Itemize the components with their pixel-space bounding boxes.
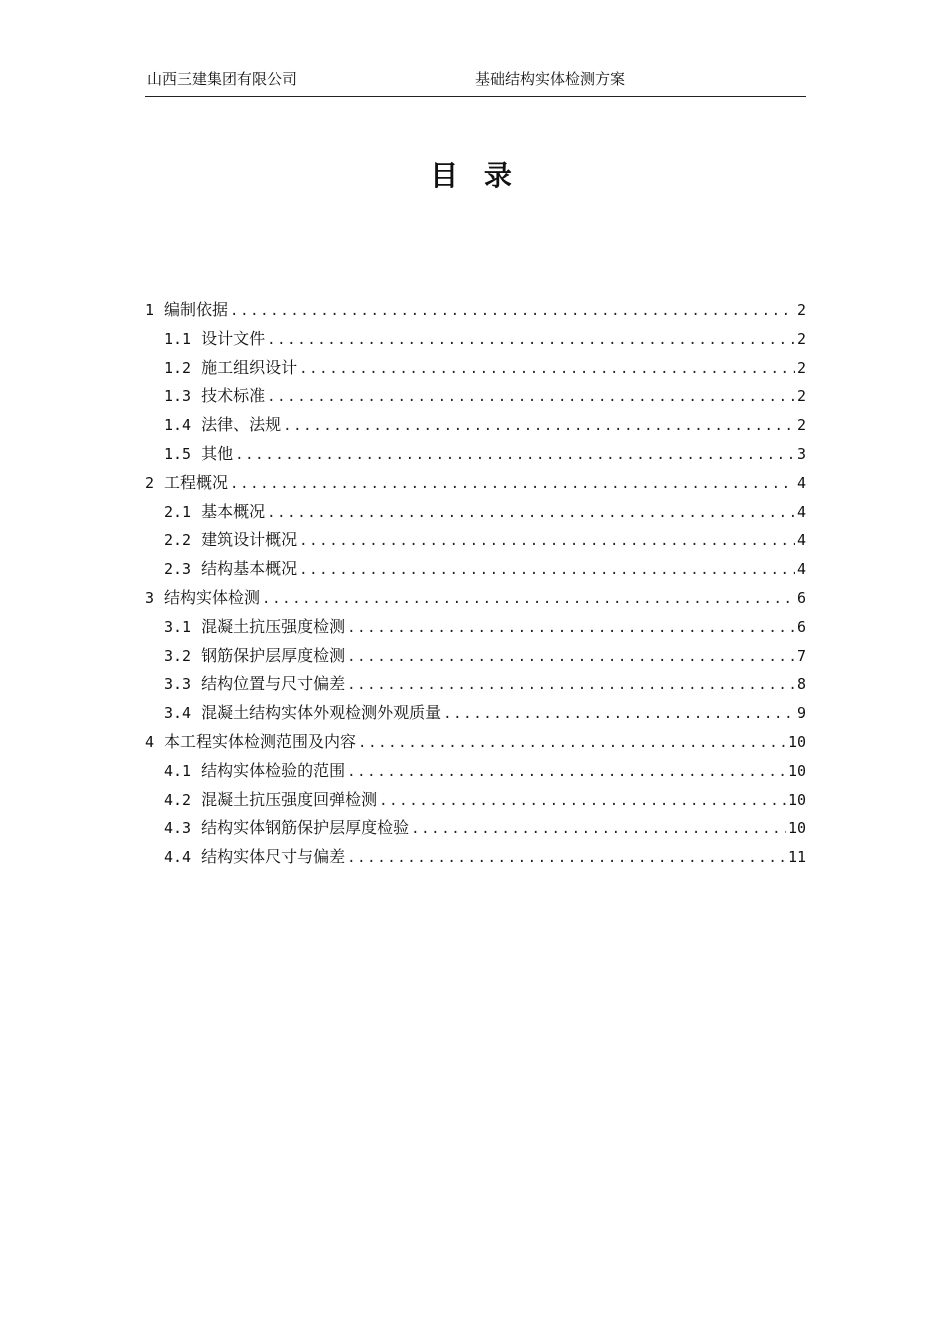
toc-dot-leader bbox=[283, 412, 795, 441]
toc-dot-leader bbox=[443, 700, 795, 729]
toc-dot-leader bbox=[299, 355, 795, 384]
toc-entry-label: 结构实体钢筋保护层厚度检验 bbox=[201, 818, 410, 838]
toc-entry-label: 结构位置与尺寸偏差 bbox=[201, 674, 346, 694]
toc-entry[interactable] bbox=[145, 440, 806, 469]
toc-entry-number: 1.3 bbox=[164, 387, 192, 406]
toc-dot-leader bbox=[267, 499, 795, 528]
toc-entry-page: 3 bbox=[796, 444, 806, 463]
toc-entry-number: 1.4 bbox=[164, 416, 192, 435]
toc-entry[interactable] bbox=[145, 584, 806, 613]
toc-entry[interactable] bbox=[145, 325, 806, 354]
toc-dot-leader bbox=[347, 614, 795, 643]
toc-dot-leader bbox=[347, 643, 795, 672]
toc-dot-leader bbox=[347, 671, 795, 700]
toc-entry[interactable] bbox=[145, 469, 806, 498]
toc-dot-leader bbox=[230, 297, 795, 326]
toc-entry-number: 2.1 bbox=[164, 502, 192, 521]
toc-entry-page: 2 bbox=[796, 329, 806, 348]
toc-entry-number: 4.1 bbox=[164, 761, 192, 780]
toc-entry-label: 基本概况 bbox=[201, 501, 266, 521]
toc-entry[interactable] bbox=[145, 382, 806, 411]
toc-entry-page: 7 bbox=[796, 646, 806, 665]
toc-entry-page: 8 bbox=[796, 675, 806, 694]
toc-entry-number: 4.4 bbox=[164, 848, 192, 867]
toc-entry-number: 1 bbox=[145, 301, 155, 319]
toc-dot-leader bbox=[379, 787, 786, 816]
page-title: 目 录 bbox=[430, 159, 520, 192]
toc-entry-label: 结构实体检测 bbox=[164, 587, 261, 607]
header-document-title: 基础结构实体检测方案 bbox=[475, 70, 626, 88]
toc-entry-label: 本工程实体检测范围及内容 bbox=[164, 731, 357, 751]
toc-entry-number: 4 bbox=[145, 732, 155, 751]
header-company: 山西三建集团有限公司 bbox=[147, 70, 298, 88]
toc-entry-label: 施工组织设计 bbox=[201, 357, 298, 377]
toc-entry-number: 1.5 bbox=[164, 444, 192, 463]
toc-dot-leader bbox=[347, 758, 786, 787]
toc-entry-label: 建筑设计概况 bbox=[201, 530, 298, 550]
toc-entry-page: 4 bbox=[796, 531, 806, 550]
toc-entry-page: 2 bbox=[796, 301, 806, 319]
toc-dot-leader bbox=[411, 815, 786, 844]
toc-entry[interactable] bbox=[145, 814, 806, 843]
toc-dot-leader bbox=[299, 527, 795, 556]
toc-entry-page: 2 bbox=[796, 387, 806, 406]
toc-entry[interactable] bbox=[145, 296, 806, 325]
toc-entry-page: 6 bbox=[796, 588, 806, 607]
toc-entry-number: 3.1 bbox=[164, 617, 192, 636]
toc-entry-label: 编制依据 bbox=[164, 300, 229, 319]
toc-dot-leader bbox=[262, 585, 795, 614]
toc-entry-label: 设计文件 bbox=[201, 328, 266, 348]
toc-dot-leader bbox=[230, 470, 795, 499]
toc-entry-number: 4.3 bbox=[164, 819, 192, 838]
toc-entry-label: 混凝土结构实体外观检测外观质量 bbox=[201, 703, 442, 723]
toc-entry-page: 10 bbox=[787, 819, 806, 838]
toc-entry-page: 4 bbox=[796, 560, 806, 579]
toc-entry[interactable] bbox=[145, 786, 806, 815]
toc-entry-label: 混凝土抗压强度回弹检测 bbox=[201, 789, 378, 809]
toc-dot-leader bbox=[347, 844, 786, 873]
toc-entry-page: 11 bbox=[787, 848, 806, 867]
toc-entry-page: 10 bbox=[787, 761, 806, 780]
toc-entry[interactable] bbox=[145, 642, 806, 671]
toc-dot-leader bbox=[267, 383, 795, 412]
toc-entry-number: 1.1 bbox=[164, 329, 192, 348]
toc-entry-label: 钢筋保护层厚度检测 bbox=[201, 645, 346, 665]
toc-entry-number: 2.2 bbox=[164, 531, 192, 550]
toc-entry[interactable] bbox=[145, 699, 806, 728]
toc-entry[interactable] bbox=[145, 613, 806, 642]
toc-entry-label: 混凝土抗压强度检测 bbox=[201, 616, 346, 636]
toc-entry-number: 3.2 bbox=[164, 646, 192, 665]
toc-entry-label: 其他 bbox=[201, 443, 234, 463]
toc-entry-page: 9 bbox=[796, 704, 806, 723]
toc-entry-label: 工程概况 bbox=[164, 472, 229, 492]
toc-entry-label: 技术标准 bbox=[201, 386, 266, 406]
toc-entry-page: 4 bbox=[796, 502, 806, 521]
toc-entry[interactable] bbox=[145, 670, 806, 699]
page-header bbox=[145, 66, 806, 97]
toc-entry-page: 6 bbox=[796, 617, 806, 636]
toc-dot-leader bbox=[358, 729, 786, 758]
toc-entry-number: 3.3 bbox=[164, 675, 192, 694]
toc-entry-number: 3.4 bbox=[164, 704, 192, 723]
toc-entry-label: 结构实体检验的范围 bbox=[201, 760, 346, 780]
toc-entry-number: 4.2 bbox=[164, 790, 192, 809]
toc-entry-number: 3 bbox=[145, 588, 155, 607]
toc-entry-label: 法律、法规 bbox=[201, 415, 282, 435]
toc-entry-label: 结构实体尺寸与偏差 bbox=[201, 847, 346, 867]
toc-entry[interactable] bbox=[145, 498, 806, 527]
toc-entry[interactable] bbox=[145, 526, 806, 555]
toc-entry[interactable] bbox=[145, 728, 806, 757]
toc-entry[interactable] bbox=[145, 757, 806, 786]
toc-entry-page: 2 bbox=[796, 358, 806, 377]
toc-dot-leader bbox=[299, 556, 795, 585]
toc-entry[interactable] bbox=[145, 843, 806, 872]
table-of-contents bbox=[145, 296, 806, 872]
toc-entry[interactable] bbox=[145, 555, 806, 584]
toc-entry-page: 10 bbox=[787, 732, 806, 751]
toc-entry-page: 2 bbox=[796, 416, 806, 435]
toc-entry[interactable] bbox=[145, 411, 806, 440]
toc-entry-label: 结构基本概况 bbox=[201, 559, 298, 579]
toc-entry-number: 2 bbox=[145, 473, 155, 492]
toc-dot-leader bbox=[235, 441, 795, 470]
toc-entry[interactable] bbox=[145, 354, 806, 383]
toc-entry-page: 10 bbox=[787, 790, 806, 809]
toc-entry-number: 1.2 bbox=[164, 358, 192, 377]
toc-dot-leader bbox=[267, 326, 795, 355]
toc-entry-page: 4 bbox=[796, 473, 806, 492]
toc-entry-number: 2.3 bbox=[164, 560, 192, 579]
